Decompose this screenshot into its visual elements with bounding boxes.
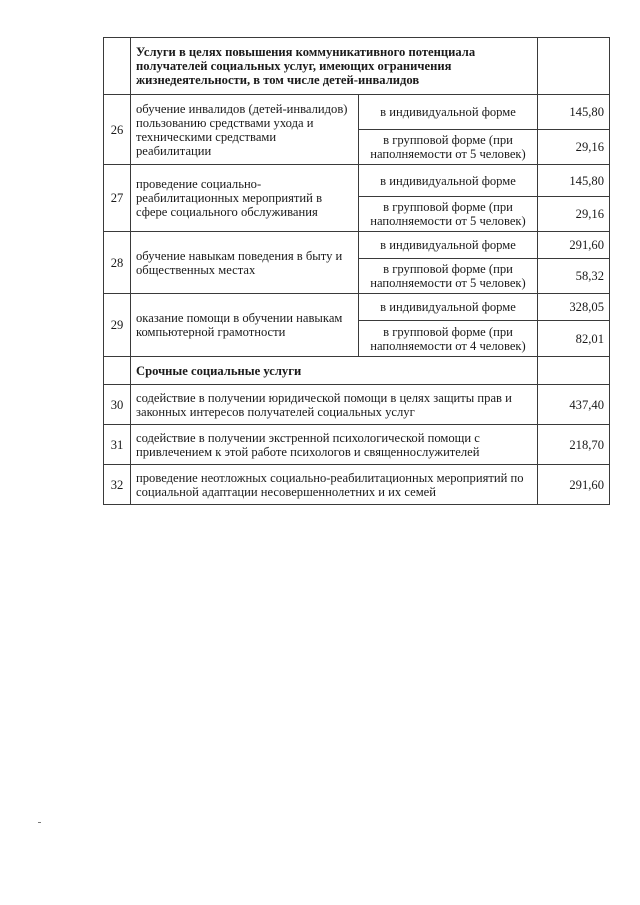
form-individual: в индивидуальной форме xyxy=(359,165,538,197)
empty-cell xyxy=(104,357,131,385)
section-header-row xyxy=(104,38,610,95)
form-individual: в индивидуальной форме xyxy=(359,232,538,259)
row-number: 29 xyxy=(104,294,131,357)
row-number: 28 xyxy=(104,232,131,294)
section-title: Услуги в целях повышения коммуникативного потенциала получателей социальных услуг, имеющих ограничения жизнедеятельности, в том числе детей-инвалидов xyxy=(131,38,538,95)
table-row xyxy=(104,425,610,465)
table-row xyxy=(104,165,610,197)
row-number: 32 xyxy=(104,465,131,505)
service-name: обучение инвалидов (детей-инвалидов) пользованию средствами ухода и техническими средствами реабилитации xyxy=(131,95,359,165)
service-name: оказание помощи в обучении навыкам компьютерной грамотности xyxy=(131,294,359,357)
price-group: 29,16 xyxy=(538,197,610,232)
section-header-row xyxy=(104,357,610,385)
form-individual: в индивидуальной форме xyxy=(359,294,538,321)
price-individual: 291,60 xyxy=(538,232,610,259)
row-number: 27 xyxy=(104,165,131,232)
price: 291,60 xyxy=(538,465,610,505)
empty-cell xyxy=(538,38,610,95)
price-individual: 145,80 xyxy=(538,95,610,130)
section-title: Срочные социальные услуги xyxy=(131,357,538,385)
price-group: 29,16 xyxy=(538,130,610,165)
form-group: в групповой форме (при наполняемости от 5 человек) xyxy=(359,259,538,294)
table-row xyxy=(104,95,610,130)
price-individual: 145,80 xyxy=(538,165,610,197)
price-group: 58,32 xyxy=(538,259,610,294)
service-name: обучение навыкам поведения в быту и общественных местах xyxy=(131,232,359,294)
price-individual: 328,05 xyxy=(538,294,610,321)
table-row xyxy=(104,385,610,425)
row-number: 31 xyxy=(104,425,131,465)
row-number: 26 xyxy=(104,95,131,165)
scan-artifact xyxy=(38,822,41,823)
form-individual: в индивидуальной форме xyxy=(359,95,538,130)
form-group: в групповой форме (при наполняемости от 4 человек) xyxy=(359,321,538,357)
service-name: содействие в получении экстренной психологической помощи с привлечением к этой работе психологов и священнослужителей xyxy=(131,425,538,465)
table-row xyxy=(104,294,610,321)
services-table xyxy=(103,37,610,505)
service-name: проведение неотложных социально-реабилитационных мероприятий по социальной адаптации несовершеннолетних и их семей xyxy=(131,465,538,505)
empty-cell xyxy=(104,38,131,95)
service-name: проведение социально-реабилитационных мероприятий в сфере социального обслуживания xyxy=(131,165,359,232)
empty-cell xyxy=(538,357,610,385)
price: 437,40 xyxy=(538,385,610,425)
table-row xyxy=(104,232,610,259)
table-row xyxy=(104,465,610,505)
price-group: 82,01 xyxy=(538,321,610,357)
row-number: 30 xyxy=(104,385,131,425)
form-group: в групповой форме (при наполняемости от 5 человек) xyxy=(359,197,538,232)
service-name: содействие в получении юридической помощи в целях защиты прав и законных интересов получателей социальных услуг xyxy=(131,385,538,425)
price: 218,70 xyxy=(538,425,610,465)
form-group: в групповой форме (при наполняемости от 5 человек) xyxy=(359,130,538,165)
